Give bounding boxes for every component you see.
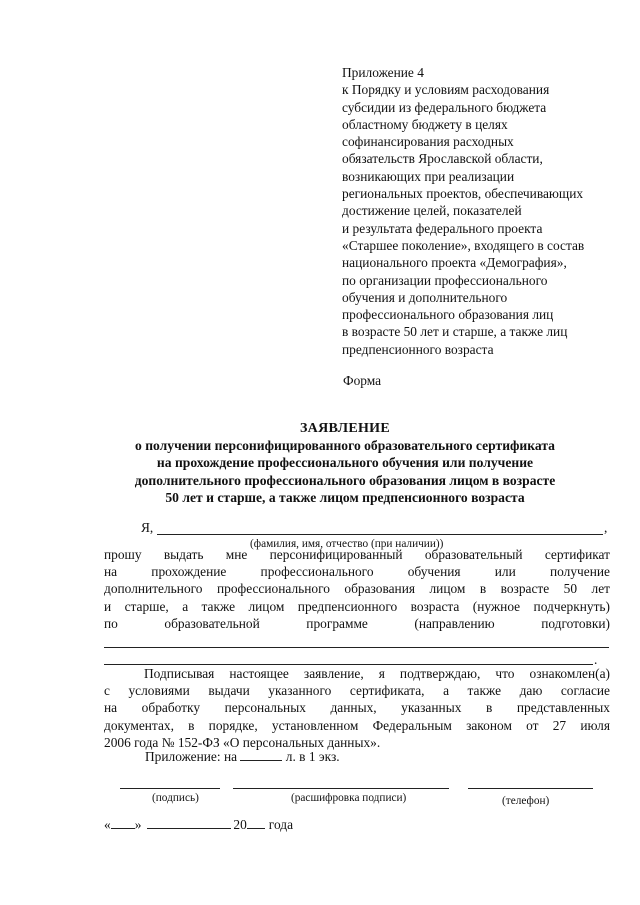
form-label: Форма	[343, 373, 382, 388]
signature-decoding-caption: (расшифровка подписи)	[291, 792, 407, 804]
appendix-line: и результата федерального проекта	[342, 220, 543, 236]
signature-caption: (подпись)	[152, 792, 199, 804]
title-line: 50 лет и старше, а также лицом предпенсионного возраста	[165, 489, 525, 505]
appendix-line: достижение целей, показателей	[342, 203, 522, 219]
appendix-line: обучения и дополнительного	[342, 289, 508, 305]
date-close-quote: »	[134, 817, 142, 832]
request-paragraph	[104, 546, 610, 632]
request-line: дополнительного профессионального образования лицом в возрасте 50 лет	[104, 581, 610, 597]
request-line: по образовательной программе (направлению подготовки)	[104, 615, 610, 631]
attachment-row	[145, 748, 340, 765]
request-line: и старше, а также лицом предпенсионного возраста (нужное подчеркнуть)	[104, 598, 610, 614]
title-line: дополнительного профессионального образования лицом в возрасте	[134, 472, 556, 488]
title-main: ЗАЯВЛЕНИЕ	[299, 421, 390, 436]
appendix-line: национального проекта «Демография»,	[342, 255, 567, 271]
applicant-name-row	[141, 519, 611, 537]
appendix-line: к Порядку и условиям расходования	[342, 82, 550, 98]
date-year-prefix: 20	[233, 817, 247, 832]
appendix-line: профессионального образования лиц	[342, 307, 554, 323]
appendix-line: Приложение 4	[342, 65, 424, 80]
appendix-line: обязательств Ярославской области,	[342, 151, 543, 167]
attachment-pages-field[interactable]	[240, 748, 282, 761]
date-day-field[interactable]	[111, 816, 135, 829]
phone-caption: (телефон)	[502, 795, 550, 807]
date-year-word: года	[268, 817, 294, 832]
attachment-prefix: Приложение: на	[145, 749, 238, 764]
attachment-suffix: л. в 1 экз.	[285, 749, 340, 764]
consent-line: Подписывая настоящее заявление, я подтверждаю, что ознакомлен(а)	[144, 666, 610, 681]
date-row	[104, 816, 293, 833]
appendix-line: субсидии из федерального бюджета	[342, 99, 547, 115]
consent-line: на обработку персональных данных, указанных в представленных	[104, 700, 610, 716]
appendix-line: софинансирования расходных	[342, 134, 514, 150]
request-line: на прохождение профессионального обучения или получение	[104, 564, 610, 580]
consent-line: с условиями выдачи указанного сертификата, а также даю согласие	[104, 683, 610, 699]
appendix-line: возникающих при реализации	[342, 168, 515, 184]
applicant-prefix: Я,	[141, 520, 154, 535]
title-line: о получении персонифицированного образовательного сертификата	[135, 438, 555, 454]
appendix-line: региональных проектов, обеспечивающих	[342, 186, 584, 202]
appendix-line: в возрасте 50 лет и старше, а также лиц	[342, 324, 568, 340]
document-title	[100, 420, 590, 506]
applicant-suffix: ,	[604, 520, 608, 535]
applicant-name-field[interactable]	[157, 534, 603, 535]
date-year-field[interactable]	[247, 816, 265, 829]
consent-paragraph	[104, 665, 610, 751]
program-field-end-dot: .	[594, 652, 598, 667]
signature-field[interactable]	[120, 788, 220, 789]
appendix-header	[342, 64, 622, 358]
appendix-line: «Старшее поколение», входящего в состав	[342, 237, 585, 253]
request-line: прошу выдать мне персонифицированный образовательный сертификат	[104, 547, 610, 562]
appendix-line: предпенсионного возраста	[342, 341, 494, 357]
consent-line: 2006 года № 152-ФЗ «О персональных данных».	[104, 734, 381, 750]
appendix-line: областному бюджету в целях	[342, 116, 508, 132]
consent-line: документах, в порядке, установленном Федеральным законом от 27 июля	[104, 717, 610, 733]
date-month-field[interactable]	[147, 816, 231, 829]
title-line: на прохождение профессионального обучения или получение	[156, 455, 534, 471]
applicant-name-caption: (фамилия, имя, отчество (при наличии))	[250, 538, 444, 550]
date-open-quote: «	[104, 817, 111, 832]
signature-decoding-field[interactable]	[233, 788, 449, 789]
program-field-line-1[interactable]	[104, 647, 609, 648]
appendix-line: по организации профессионального	[342, 272, 548, 288]
phone-field[interactable]	[468, 788, 593, 789]
